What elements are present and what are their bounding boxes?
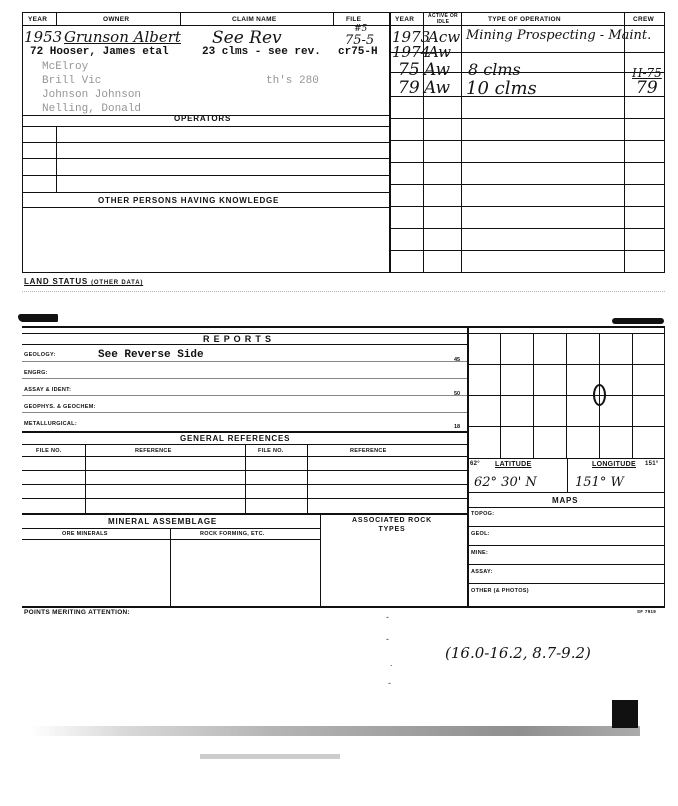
maps-line — [467, 564, 664, 565]
general-references-top — [22, 431, 467, 433]
right-border — [664, 12, 665, 273]
mineral-col-divider — [170, 528, 171, 606]
operator-line — [22, 192, 389, 193]
dot-mark: - — [386, 612, 389, 622]
operator-line — [22, 142, 389, 143]
maps-line — [467, 583, 664, 584]
owner-row4-claim: th's 280 — [266, 75, 319, 87]
operation-3-status: Aw — [424, 60, 451, 80]
header-crew: CREW — [633, 16, 655, 23]
owner-row1-name: Grunson Albert — [64, 28, 181, 46]
geol-label: GEOL: — [471, 531, 490, 537]
reports-section-bottom — [22, 606, 665, 608]
scan-smudge — [30, 726, 640, 736]
long-corner: 151° — [645, 461, 659, 467]
separator-line — [22, 326, 665, 328]
ore-minerals-label: ORE MINERALS — [62, 531, 108, 537]
operation-4-type: 10 clms — [466, 78, 537, 99]
owner-row3: McElroy — [42, 61, 89, 73]
owner-row2-file: cr75-H — [338, 46, 378, 58]
lat-long-divider — [567, 458, 568, 492]
geology-value: See Reverse Side — [98, 349, 204, 361]
report-line — [22, 412, 467, 413]
tick-45: 45 — [454, 357, 461, 363]
mineral-assemblage-heading: MINERAL ASSEMBLAGE — [108, 517, 218, 526]
separator-mark-left — [18, 314, 58, 322]
separator-mark-right — [612, 318, 664, 324]
operation-2-year: 1974 — [392, 43, 431, 61]
ref-file-no-1: FILE NO. — [36, 448, 62, 454]
grid-right-border — [664, 326, 665, 606]
header-owner: OWNER — [103, 16, 130, 23]
mineral-top — [22, 513, 467, 515]
latitude-label: LATITUDE — [495, 461, 532, 468]
operator-line — [22, 158, 389, 159]
mineral-header-underline — [22, 539, 320, 540]
land-status-note: (OTHER DATA) — [91, 280, 144, 286]
operation-line — [389, 228, 664, 229]
header-file: FILE — [346, 16, 362, 23]
tick-50: 50 — [454, 391, 461, 397]
operation-line — [389, 140, 664, 141]
operation-line — [389, 206, 664, 207]
owner-section-bottom — [22, 272, 665, 273]
dot-mark: . — [390, 658, 393, 668]
maps-heading: MAPS — [552, 496, 579, 505]
operation-3-crew: H-75 — [632, 66, 662, 80]
reports-top — [22, 333, 665, 334]
owner-row1-claim: See Rev — [212, 28, 282, 48]
owner-row1-year: 1953 — [24, 28, 63, 46]
other-photos-label: OTHER (& PHOTOS) — [471, 588, 529, 594]
maps-line — [467, 545, 664, 546]
operators-heading: OPERATORS — [174, 114, 232, 123]
operation-3-year: 75 — [398, 60, 420, 80]
maps-line — [467, 507, 664, 508]
operators-header-line — [22, 126, 389, 127]
land-status-heading — [24, 277, 143, 286]
owner-row2: 72 Hooser, James etal — [30, 46, 169, 58]
col-divider — [56, 12, 57, 25]
land-status-label: LAND STATUS — [24, 277, 89, 286]
header-type-of-operation: TYPE OF OPERATION — [488, 16, 561, 23]
header-year: YEAR — [28, 16, 48, 23]
header-year-2: YEAR — [395, 16, 415, 23]
operation-4-year: 79 — [398, 78, 420, 98]
col-divider — [333, 12, 334, 25]
header-active-or-idle: ACTIVE OR IDLE — [428, 13, 458, 25]
operation-1-year: 1973 — [392, 28, 431, 46]
geology-label: GEOLOGY: — [24, 352, 56, 358]
owner-row4: Brill Vic — [42, 75, 102, 87]
col-divider — [180, 12, 181, 25]
handwritten-numbers: (16.0-16.2, 8.7-9.2) — [445, 644, 591, 662]
reports-header-line — [22, 344, 467, 345]
scan-black-block — [612, 700, 638, 728]
operation-line — [389, 118, 664, 119]
header-claim-name: CLAIM NAME — [232, 16, 277, 23]
other-persons-heading: OTHER PERSONS HAVING KNOWLEDGE — [98, 196, 280, 205]
operation-1-type: Mining Prospecting - Maint. — [466, 28, 652, 43]
longitude-label: LONGITUDE — [592, 461, 636, 468]
owner-row1-file-top: #5 — [354, 24, 368, 34]
other-persons-line — [22, 207, 389, 208]
longitude-value: 151° W — [575, 475, 624, 490]
tick-18: 18 — [454, 424, 461, 430]
grid-h — [467, 426, 664, 427]
report-line — [22, 361, 467, 362]
associated-rock-types-heading: ASSOCIATED ROCK TYPES — [352, 517, 432, 533]
owner-row5: Johnson Johnson — [42, 89, 142, 101]
grid-h — [467, 458, 664, 459]
header-underline — [22, 25, 665, 26]
ref-row-line — [22, 498, 467, 499]
ref-col-divider — [245, 444, 246, 513]
scan-smudge-lower — [200, 754, 340, 759]
location-marker-icon — [593, 384, 606, 406]
form-number: SF 7919 — [637, 609, 657, 614]
ref-col-divider — [307, 444, 308, 513]
ref-row-line — [22, 484, 467, 485]
owner-row2-claim: 23 clms - see rev. — [202, 46, 321, 58]
operation-line — [389, 250, 664, 251]
land-status-line — [22, 291, 665, 292]
assay-map-label: ASSAY: — [471, 569, 493, 575]
maps-top — [467, 492, 664, 493]
operation-2-status: Aw — [428, 43, 451, 61]
ref-reference-1: REFERENCE — [135, 448, 172, 454]
ref-file-no-2: FILE NO. — [258, 448, 284, 454]
metallurgical-label: METALLURGICAL: — [24, 421, 77, 427]
mineral-line — [22, 528, 320, 529]
engrg-label: ENGRG: — [24, 370, 48, 376]
maps-line — [467, 526, 664, 527]
operator-line — [22, 175, 389, 176]
report-line — [22, 395, 467, 396]
general-references-heading: GENERAL REFERENCES — [180, 434, 291, 443]
assay-label: ASSAY & IDENT: — [24, 387, 72, 393]
operators-col-divider — [56, 126, 57, 192]
ref-reference-2: REFERENCE — [350, 448, 387, 454]
operation-line — [389, 184, 664, 185]
operation-4-crew: 79 — [636, 78, 658, 98]
topog-label: TOPOG: — [471, 511, 495, 517]
lat-corner: 62° — [470, 461, 480, 467]
operation-4-status: Aw — [424, 78, 451, 98]
owner-row6: Nelling, Donald — [42, 103, 142, 115]
operation-3-type: 8 clms — [468, 60, 521, 79]
owner-row1-file: 75-5 — [345, 33, 375, 48]
rock-forming-label: ROCK FORMING, ETC. — [200, 531, 265, 537]
dot-mark: - — [386, 634, 389, 644]
mine-label: MINE: — [471, 550, 489, 556]
grid-h — [467, 395, 664, 396]
ref-col-divider — [85, 444, 86, 513]
report-line — [22, 378, 467, 379]
operation-line — [389, 162, 664, 163]
points-meriting-attention-label: POINTS MERITING ATTENTION: — [24, 609, 131, 616]
ref-row-line — [22, 470, 467, 471]
grid-h — [467, 364, 664, 365]
geophys-label: GEOPHYS. & GEOCHEM: — [24, 404, 96, 410]
reports-heading: R E P O R T S — [203, 334, 272, 344]
dot-mark: - — [388, 678, 391, 688]
latitude-value: 62° 30' N — [474, 475, 537, 490]
operation-1-status: Acw — [428, 28, 461, 46]
mineral-divider — [320, 513, 321, 606]
top-border — [22, 12, 665, 13]
